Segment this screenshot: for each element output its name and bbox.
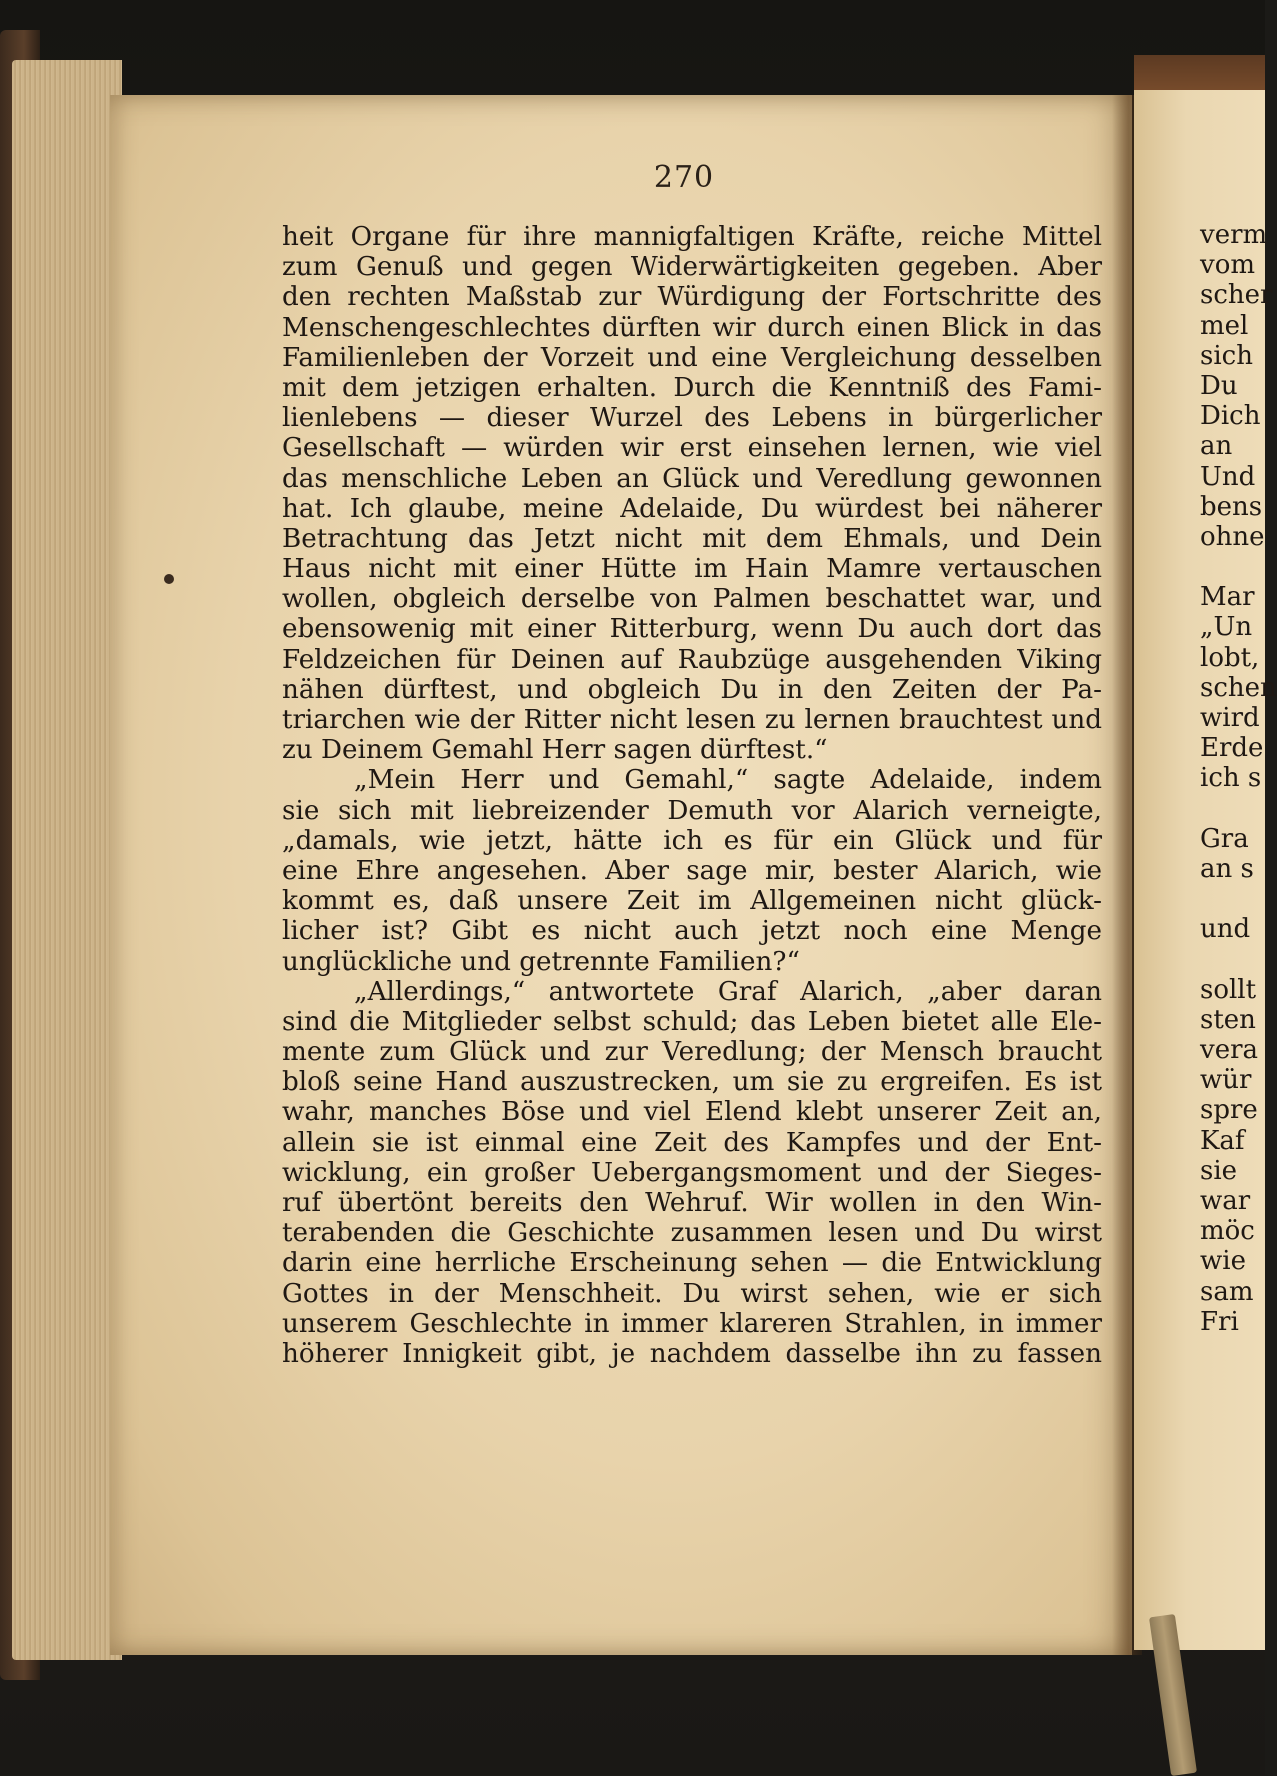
- page-edges: [12, 60, 122, 1660]
- right-fragment: vera: [1200, 1035, 1259, 1066]
- text-line: sind die Mitglieder selbst schuld; das Leben bietet alle Ele-: [282, 1006, 1102, 1037]
- text-line: „Allerdings,“ antwortete Graf Alarich, „aber daran: [354, 976, 1102, 1007]
- text-line: Gesellschaft — würden wir erst einsehen lernen, wie viel: [282, 433, 1102, 464]
- text-line: Betrachtung das Jetzt nicht mit dem Ehmals, und Dein: [282, 523, 1102, 554]
- right-fragment: möc: [1200, 1216, 1255, 1247]
- text-line: Gottes in der Menschheit. Du wirst sehen, wie er sich: [282, 1278, 1102, 1309]
- text-line: Haus nicht mit einer Hütte im Hain Mamre vertauschen: [282, 554, 1102, 585]
- text-line: Menschengeschlechtes dürften wir durch einen Blick in das: [282, 312, 1102, 343]
- right-fragment: war: [1200, 1186, 1251, 1216]
- right-fragment: und: [1200, 914, 1251, 945]
- text-line: Familienleben der Vorzeit und eine Vergleichung desselben: [282, 342, 1102, 373]
- right-gap: [1200, 552, 1265, 582]
- text-line: unserem Geschlechte in immer klareren Strahlen, in immer: [282, 1308, 1102, 1339]
- text-line: darin eine herrliche Erscheinung sehen — die Entwicklung: [282, 1248, 1102, 1279]
- text-line: heit Organe für ihre mannigfaltigen Kräfte, reiche Mittel: [282, 222, 1102, 252]
- right-fragment: sam: [1200, 1276, 1254, 1307]
- right-fragment: verm: [1200, 220, 1268, 250]
- text-line: ebensowenig mit einer Ritterburg, wenn Du auch dort das: [282, 614, 1102, 645]
- text-line: sie sich mit liebreizender Demuth vor Alarich verneigte,: [282, 795, 1102, 826]
- right-fragment: sollt: [1200, 974, 1257, 1005]
- right-fragment: Mar: [1200, 582, 1255, 613]
- book-cover-right-top: [1134, 55, 1265, 95]
- right-fragment: wür: [1200, 1065, 1252, 1096]
- right-fragment: Gra: [1200, 823, 1249, 854]
- right-fragment: mel: [1200, 310, 1249, 341]
- right-fragment: sich: [1200, 340, 1253, 371]
- right-fragment: sie: [1200, 1155, 1238, 1186]
- text-line: „Mein Herr und Gemahl,“ sagte Adelaide, indem: [354, 765, 1102, 796]
- text-line: das menschliche Leben an Glück und Veredlung gewonnen: [282, 463, 1102, 494]
- text-line: allein sie ist einmal eine Zeit des Kampfes und der Ent-: [282, 1127, 1102, 1158]
- text-line: unglückliche und getrennte Familien?“: [282, 946, 800, 977]
- text-line: ruf übertönt bereits den Wehruf. Wir wollen in den Win-: [282, 1188, 1102, 1218]
- right-page-text: [1200, 220, 1277, 1470]
- text-line: mente zum Glück und zur Veredlung; der Mensch braucht: [282, 1037, 1102, 1068]
- right-gap: [1200, 884, 1265, 914]
- text-line: eine Ehre angesehen. Aber sage mir, bester Alarich, wie: [282, 855, 1102, 886]
- right-fragment: scher: [1200, 280, 1273, 311]
- text-line: wicklung, ein großer Uebergangsmoment und der Sieges-: [282, 1157, 1102, 1188]
- right-fragment: ich s: [1200, 763, 1262, 794]
- right-fragment: spre: [1200, 1095, 1258, 1126]
- right-fragment: Du: [1200, 370, 1238, 401]
- right-fragment: vom: [1200, 250, 1255, 281]
- text-line: nähen dürftest, und obgleich Du in den Zeiten der Pa-: [282, 674, 1102, 705]
- text-line: „damals, wie jetzt, hätte ich es für ein Glück und für: [282, 825, 1102, 856]
- right-fragment: Und: [1200, 461, 1256, 492]
- text-line: licher ist? Gibt es nicht auch jetzt noch eine Menge: [282, 916, 1102, 947]
- text-line: zum Genuß und gegen Widerwärtigkeiten gegeben. Aber: [282, 252, 1102, 283]
- right-fragment: an s: [1200, 853, 1254, 884]
- text-line: höherer Innigkeit gibt, je nachdem dasselbe ihn zu fassen: [282, 1338, 1102, 1369]
- right-fragment: ohne: [1200, 521, 1265, 552]
- right-fragment: Kaf: [1200, 1125, 1245, 1156]
- right-fragment: sten: [1200, 1004, 1256, 1035]
- right-fragment: „Un: [1200, 612, 1253, 643]
- text-line: kommt es, daß unsere Zeit im Allgemeinen nicht glück-: [282, 886, 1102, 917]
- page-number: 270: [653, 160, 715, 195]
- text-line: triarchen wie der Ritter nicht lesen zu lernen brauchtest und: [282, 705, 1102, 735]
- right-fragment: Dich: [1200, 401, 1261, 432]
- right-gap: [1200, 794, 1265, 824]
- text-line: terabenden die Geschichte zusammen lesen und Du wirst: [282, 1218, 1102, 1249]
- text-line: bloß seine Hand auszustrecken, um sie zu ergreifen. Es ist: [282, 1067, 1102, 1098]
- text-line: Feldzeichen für Deinen auf Raubzüge ausgehenden Viking: [282, 644, 1102, 675]
- text-line: den rechten Maßstab zur Würdigung der Fortschritte des: [282, 282, 1102, 313]
- right-fragment: schen: [1200, 672, 1277, 703]
- right-fragment: bens: [1200, 491, 1263, 522]
- right-fragment: Fri: [1200, 1306, 1239, 1337]
- right-fragment: lobt,: [1200, 642, 1260, 673]
- text-line: lienlebens — dieser Wurzel des Lebens in bürgerlicher: [282, 403, 1102, 434]
- text-line: wollen, obgleich derselbe von Palmen beschattet war, und: [282, 584, 1102, 615]
- right-gap: [1200, 945, 1265, 975]
- right-fragment: wird: [1200, 703, 1260, 733]
- text-line: mit dem jetzigen erhalten. Durch die Kenntniß des Fami-: [282, 372, 1102, 403]
- ink-spot: [164, 574, 174, 584]
- text-line: wahr, manches Böse und viel Elend klebt unserer Zeit an,: [282, 1097, 1102, 1128]
- right-fragment: wie: [1200, 1246, 1246, 1277]
- body-text: [282, 222, 1102, 1369]
- text-line: zu Deinem Gemahl Herr sagen dürftest.“: [282, 735, 828, 766]
- text-line: hat. Ich glaube, meine Adelaide, Du würdest bei näherer: [282, 493, 1102, 524]
- right-fragment: Erde: [1200, 733, 1264, 764]
- right-fragment: an: [1200, 431, 1233, 462]
